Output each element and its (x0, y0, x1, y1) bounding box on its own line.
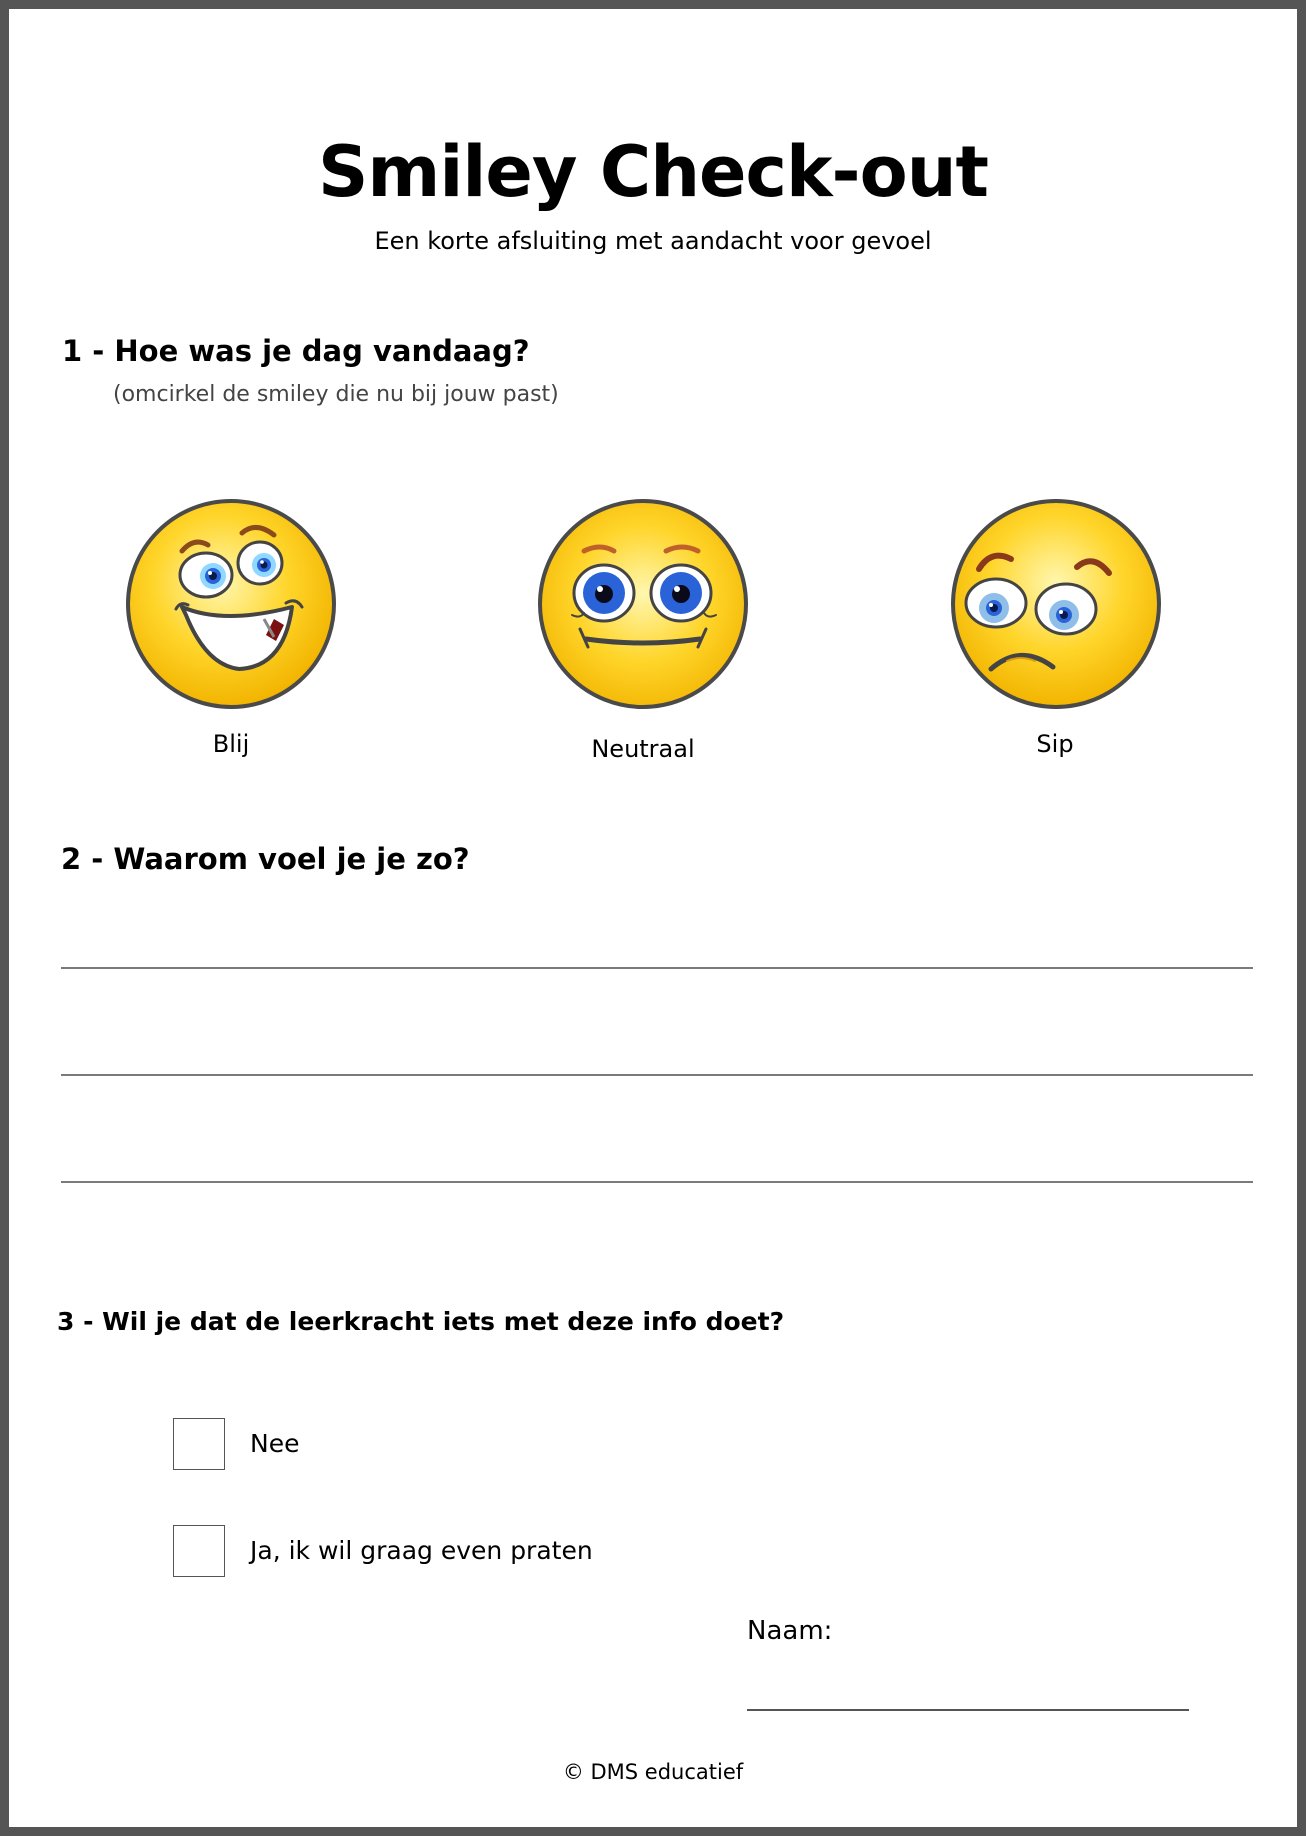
answer-line[interactable] (61, 967, 1253, 969)
answer-line[interactable] (61, 1181, 1253, 1183)
sad-smiley-icon[interactable] (949, 497, 1163, 711)
smiley-label-happy: Blij (212, 730, 250, 758)
page-subtitle: Een korte afsluiting met aandacht voor gevoel (374, 227, 932, 255)
answer-line[interactable] (61, 1074, 1253, 1076)
question-1-hint: (omcirkel de smiley die nu bij jouw past) (113, 382, 559, 407)
neutral-smiley-icon[interactable] (536, 497, 750, 711)
name-label: Naam: (747, 1616, 833, 1646)
option-label-ja: Ja, ik wil graag even praten (250, 1536, 593, 1565)
smiley-label-sad: Sip (1036, 730, 1074, 758)
happy-smiley-icon[interactable] (124, 497, 338, 711)
question-1-heading: 1 - Hoe was je dag vandaag? (62, 334, 530, 368)
question-3-heading: 3 - Wil je dat de leerkracht iets met deze info doet? (57, 1307, 785, 1336)
smiley-label-neutral: Neutraal (591, 735, 695, 763)
option-label-nee: Nee (250, 1429, 300, 1458)
checkbox-ja[interactable] (173, 1525, 225, 1577)
page-title: Smiley Check-out (318, 131, 988, 213)
question-2-heading: 2 - Waarom voel je je zo? (61, 842, 470, 876)
checkbox-nee[interactable] (173, 1418, 225, 1470)
footer-copyright: © DMS educatief (562, 1760, 744, 1784)
name-field-line[interactable] (747, 1709, 1189, 1711)
